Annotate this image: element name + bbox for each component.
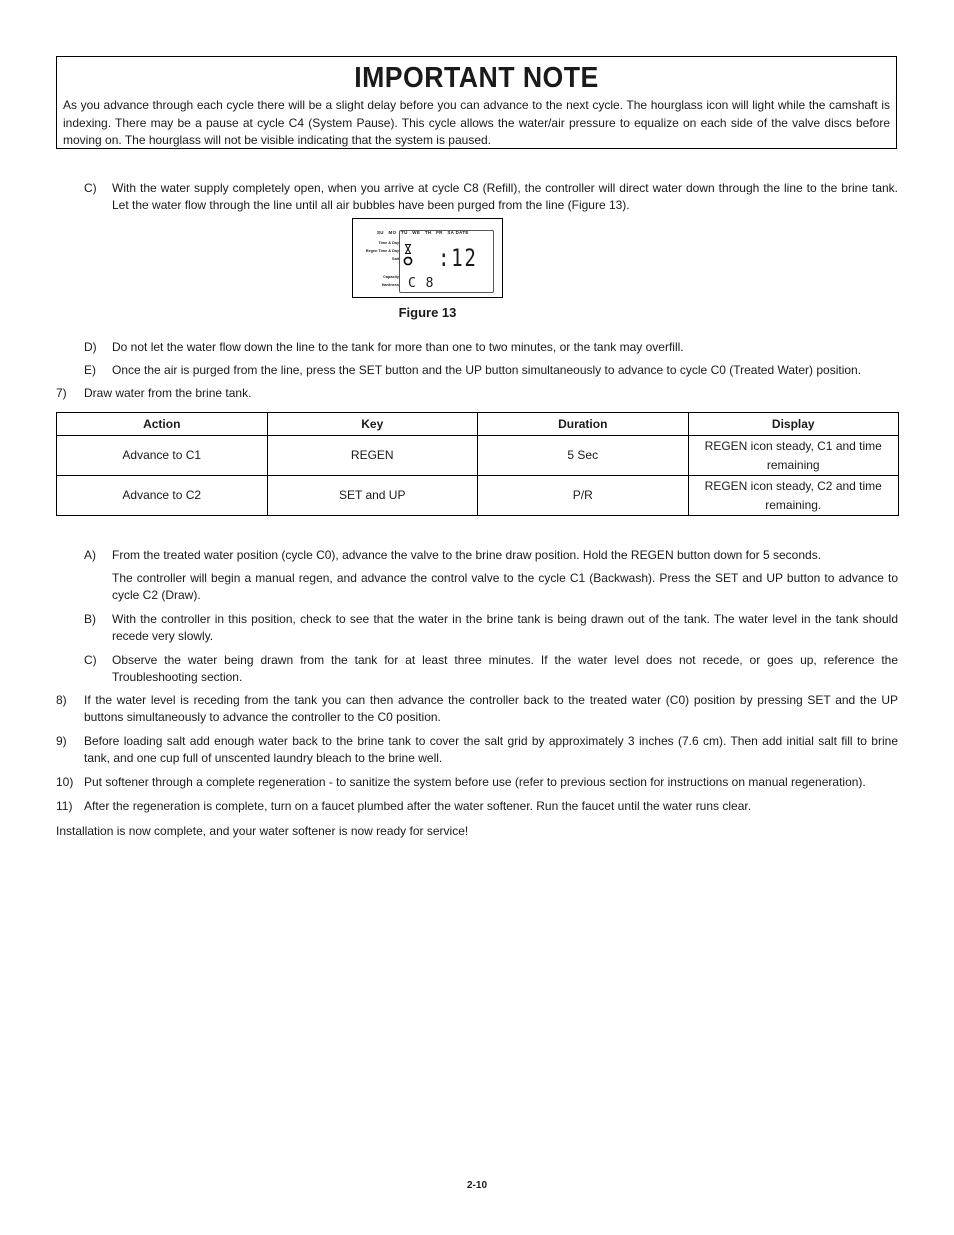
step-7-label: 7) (56, 386, 67, 400)
lcd-day: TU (401, 230, 408, 235)
lcd-label-regen-time-day: Regen Time & Day (365, 249, 399, 253)
page-number: 2-10 (466, 1180, 487, 1191)
step-c-text: With the water supply completely open, when you arrive at cycle C8 (Refill), the controller will direct water down through the line to the brine tank. Let the water flow through the line until all air bubbles have been purged from the line (Figure 13). (112, 181, 898, 212)
step-11-text: After the regeneration is complete, turn on a faucet plumbed after the water softener. Run the faucet until the water runs clear. (84, 799, 752, 813)
table-header: Display (688, 413, 899, 436)
closing-statement: Installation is now complete, and your water softener is now ready for service! (56, 824, 469, 838)
table-cell: P/R (478, 476, 689, 516)
important-note-box (56, 56, 897, 149)
lcd-day: WE (412, 230, 421, 235)
table-row (57, 476, 899, 516)
step-d-text: Do not let the water flow down the line to the tank for more than one to two minutes, or the tank may overfill. (112, 340, 684, 354)
important-note-title: IMPORTANT NOTE (354, 62, 599, 94)
lcd-left-labels (357, 239, 399, 289)
step-10-text: Put softener through a complete regeneration - to sanitize the system before use (refer to previous section for instructions on manual regeneration). (84, 775, 866, 789)
step-9-label: 9) (56, 734, 67, 748)
step-11-label: 11) (56, 799, 73, 813)
lcd-digits-cycle: C 8 (408, 276, 435, 291)
step-7b-label: B) (84, 612, 96, 626)
lcd-day: FR (436, 230, 443, 235)
lcd-label-capacity: Capacity (383, 275, 399, 279)
step-d-label: D) (84, 340, 97, 354)
table-cell: REGEN icon steady, C2 and time remaining. (688, 476, 899, 516)
table-cell: Advance to C2 (57, 476, 268, 516)
lcd-day: DATE (455, 230, 469, 235)
lcd-day: TH (424, 230, 432, 235)
lcd-day: MO (388, 230, 397, 235)
lcd-label-hardness: Hardness (381, 283, 399, 287)
lcd-screen (399, 230, 494, 293)
step-7a-text2: The controller will begin a manual regen, and advance the control valve to the cycle C1 (Backwash). Press the SET and UP button to advance to cycle C2 (Draw). (112, 571, 898, 602)
table-row (57, 436, 899, 476)
table-header: Key (267, 413, 478, 436)
step-8-label: 8) (56, 693, 67, 707)
table-header: Duration (478, 413, 689, 436)
table-cell: SET and UP (267, 476, 478, 516)
table-header-row (57, 413, 899, 436)
important-note-body: As you advance through each cycle there will be a slight delay before you can advance to the next cycle. The hourglass icon will light while the camshaft is indexing. There may be a pause at cycle C4 (System Pause). This cycle allows the water/air pressure to equalize on each side of the valve discs before moving on. The hourglass will not be visible indicating that the system is paused. (63, 98, 890, 147)
lcd-label-time-day: Time & Day (378, 241, 399, 245)
table-cell: Advance to C1 (57, 436, 268, 476)
table-cell: REGEN (267, 436, 478, 476)
step-7b-text: With the controller in this position, check to see that the water in the brine tank is being drawn out of the tank. The water level in the tank should recede very slowly. (112, 612, 898, 643)
table-cell: REGEN icon steady, C1 and time remaining (688, 436, 899, 476)
step-e-text: Once the air is purged from the line, press the SET button and the UP button simultaneously to advance to cycle C0 (Treated Water) position. (112, 363, 862, 377)
table-cell: 5 Sec (478, 436, 689, 476)
table-header: Action (57, 413, 268, 436)
lcd-digits-time: :12 (438, 244, 478, 272)
step-9-text: Before loading salt add enough water back to the brine tank to cover the salt grid by approximately 3 inches (7.6 cm). Then add initial salt fill to brine tank, and one cup full of unscented laundry bleach to the brine well. (84, 734, 898, 765)
step-c-label: C) (84, 181, 97, 195)
step-7a-label: A) (84, 548, 96, 562)
step-7a-text: From the treated water position (cycle C0), advance the valve to the brine draw position. Hold the REGEN button down for 5 seconds. (112, 548, 822, 562)
step-7c-label: C) (84, 653, 97, 667)
lcd-day: SU (377, 230, 384, 235)
step-7c-text: Observe the water being drawn from the tank for at least three minutes. If the water level does not recede, or goes up, reference the Troubleshooting section. (112, 653, 898, 684)
lcd-label-salt: Salt (392, 257, 399, 261)
regen-icon (403, 256, 413, 266)
step-7-text: Draw water from the brine tank. (84, 386, 252, 400)
step-8-text: If the water level is receding from the tank you can then advance the controller back to the treated water (C0) position by pressing SET and the UP buttons simultaneously to advance the controller to the C0 position. (84, 693, 898, 724)
lcd-day: SA (447, 230, 455, 235)
step-e-label: E) (84, 363, 96, 377)
brine-draw-table (56, 412, 899, 516)
figure-13-caption: Figure 13 (398, 305, 457, 320)
hourglass-icon (404, 244, 412, 254)
figure-13-display (352, 218, 503, 298)
step-10-label: 10) (56, 775, 74, 789)
